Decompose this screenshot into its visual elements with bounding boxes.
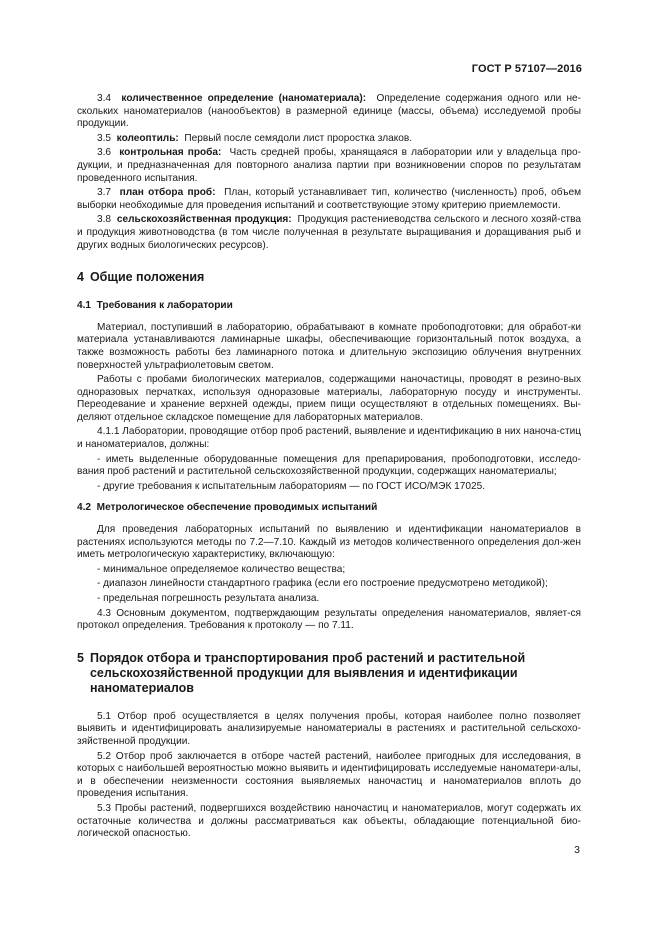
page-number: 3: [574, 844, 580, 856]
paragraph: Для проведения лабораторных испытаний по выявлению и идентификации наноматериалов в растениях используются методы по 7.2—7.10. Каждый из методов количественного определения дол-жен иметь метрологическую характеристику, включающую:: [77, 524, 581, 561]
paragraph: 4.1.1 Лаборатории, проводящие отбор проб растений, выявление и идентификацию в них наноча-стиц и наноматериалов, должны:: [77, 426, 581, 451]
section-5-heading: 5 Порядок отбора и транспортирования проб растений и растительной сельскохозяйственной продукции для выявления и идентификации наноматериалов: [77, 650, 526, 695]
term-definition: Часть средней пробы, хранящаяся в лаборатории или у владельца про-дукции, и предназначенная для повторного анализа партии при возникновении споров по результатам проведенного испытания.: [77, 147, 581, 184]
paragraph: 5.2 Отбор проб заключается в отборе частей растений, наиболее пригодных для исследования, в которых с наибольшей вероятностью можно выявить и идентифицировать исследуемые наноматери-алы, и в обеспечении неизменности состояния выявляемых наночастиц и наноматериалов вплоть до проведения испытания.: [77, 750, 581, 800]
term-3-5: 3.5 колеоптиль: Первый после семядоли лист проростка злаков.: [97, 132, 413, 144]
term-name: количественное определение (наноматериала):: [121, 93, 367, 104]
term-3-8: 3.8 сельскохозяйственная продукция: Продукция растениеводства сельского и лесного хозяй-ства и продукция животноводства (в том числе полученная в результате выращивания и доращивания рыб и других водных биологических ресурсов).: [77, 214, 582, 251]
term-name: контрольная проба:: [119, 147, 222, 159]
term-definition: Первый после семядоли лист проростка злаков.: [184, 132, 413, 144]
paragraph: 4.3 Основным документом, подтверждающим результаты определения наноматериалов, являет-ся протокол определения. Требования к протоколу — по 7.11.: [77, 607, 581, 632]
document-id: ГОСТ Р 57107—2016: [471, 63, 582, 75]
term-name: план отбора проб:: [119, 187, 216, 199]
list-item: - другие требования к испытательным лабораториям — по ГОСТ ИСО/МЭК 17025.: [97, 480, 485, 492]
term-3-4: 3.4 количественное определение (наноматериала): Определение содержания одного или не-скольких наноматериалов (нанообъектов) в размерной единице (массы, объема) исследуемой пробы продукции.: [77, 93, 582, 130]
term-name: колеоптиль:: [116, 132, 179, 144]
paragraph: 5.3 Пробы растений, подвергшихся воздействию наночастиц и наноматериалов, могут содержать их остаточные количества и должны рассматриваться как объекты, обладающие потенциальной био-логической опасностью.: [77, 802, 581, 840]
term-3-7: 3.7 план отбора проб: План, который устанавливает тип, количество (численность) проб, объем выборки необходимые для проведения испытаний и соответствующие этому критерию приемлемости.: [77, 187, 582, 211]
subsection-4-2-heading: 4.2 Метрологическое обеспечение проводимых испытаний: [77, 502, 378, 514]
list-item: - минимальное определяемое количество вещества;: [97, 563, 346, 575]
list-item: - предельная погрешность результата анализа.: [97, 593, 320, 604]
term-definition: План, который устанавливает тип, количество (численность) проб, объем выборки необходимые для проведения испытаний и соответствующие этому критерию приемлемости.: [77, 187, 582, 211]
section-4-heading: 4 Общие положения: [77, 270, 205, 285]
list-item: - иметь выделенные оборудованные помещения для препарирования, пробоподготовки, исследо-вания проб растений и растительной сельскохозяйственной продукции, содержащих наноматериалы;: [77, 453, 581, 478]
term-definition: Продукция растениеводства сельского и лесного хозяй-ства и продукция животноводства (в том числе полученная в результате выращивания и доращивания рыб и других водных биологических ресурсов).: [77, 214, 582, 251]
subsection-4-1-heading: 4.1 Требования к лаборатории: [77, 300, 233, 312]
term-3-6: 3.6 контрольная проба: Часть средней пробы, хранящаяся в лаборатории или у владельца про-дукции, и предназначенная для повторного анализа партии при возникновении споров по результатам проведенного испытания.: [77, 147, 581, 184]
page-content: [77, 93, 581, 843]
list-item: - диапазон линейности стандартного графика (если его построение предусмотрено методикой);: [97, 578, 548, 590]
term-name: сельскохозяйственная продукция:: [116, 214, 292, 226]
paragraph: Материал, поступивший в лабораторию, обрабатывают в комнате пробоподготовки; для обработ-ки материала устанавливаются ламинарные шкафы, обеспечивающие горизонтальный поток воздуха, а также возможность работы без ламинарного потока и длительную экспозицию облучения внутренних поверхностей ультрафиолетовым светом.: [77, 321, 581, 371]
paragraph: 5.1 Отбор проб осуществляется в целях получения пробы, которая наиболее полно позволяет выявить и идентифицировать анализируемые наноматериалы в растениях и растительной сельскохо-зяйственной продукции.: [77, 710, 581, 747]
paragraph: Работы с пробами биологических материалов, содержащими наночастицы, проводят в резино-вых одноразовых перчатках, используя одноразовые материалы, лабораторную посуду и инструменты. Переодевание и хранение верхней одежды, прием пищи осуществляют в отдельных помещениях. Вы-деляют отдельное складское помещение для лабораторных материалов.: [77, 374, 581, 423]
term-definition: Определение содержания одного или не-скольких наноматериалов (нанообъектов) в размерной единице (массы, объема) исследуемой пробы продукции.: [77, 93, 582, 130]
